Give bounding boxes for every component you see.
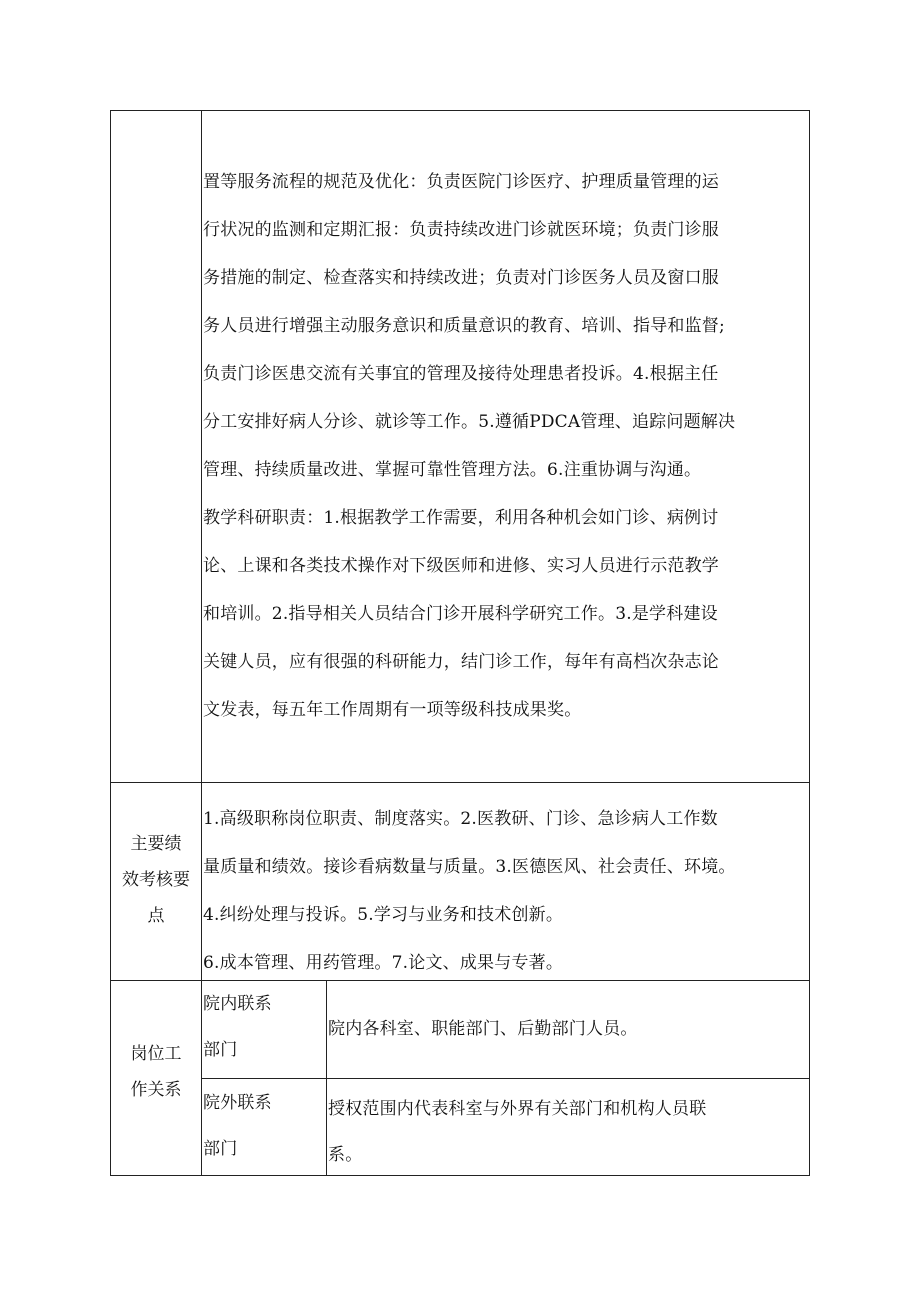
external-dept-value-line: 系。	[328, 1145, 363, 1165]
duties-line: 管理、持续质量改进、掌握可靠性管理方法。6.注重协调与沟通。	[203, 460, 702, 480]
kpi-label-line: 主要绩	[130, 834, 182, 854]
duties-line: 务人员进行增强主动服务意识和质量意识的教育、培训、指导和监督;	[203, 316, 725, 336]
kpi-content	[203, 795, 736, 987]
kpi-line: 6.成本管理、用药管理。7.论文、成果与专著。	[203, 953, 564, 973]
duties-line: 行状况的监测和定期汇报：负责持续改进门诊就医环境；负责门诊服	[203, 220, 719, 240]
relations-label-line: 作关系	[130, 1080, 182, 1100]
row-divider-1	[110, 782, 810, 783]
kpi-line: 量质量和绩效。接诊看病数量与质量。3.医德医风、社会责任、环境。	[203, 857, 736, 877]
external-dept-label	[203, 1080, 272, 1172]
duties-line: 务措施的制定、检查落实和持续改进；负责对门诊医务人员及窗口服	[203, 268, 719, 288]
kpi-label-line: 点	[147, 906, 165, 926]
external-dept-value	[328, 1086, 706, 1178]
kpi-line: 1.高级职称岗位职责、制度落实。2.医教研、门诊、急诊病人工作数	[203, 809, 718, 829]
duties-line: 置等服务流程的规范及优化：负责医院门诊医疗、护理质量管理的运	[203, 172, 719, 192]
duties-line: 和培训。2.指导相关人员结合门诊开展科学研究工作。3.是学科建设	[203, 604, 718, 624]
kpi-label-line: 效考核要	[122, 870, 190, 890]
internal-dept-label	[203, 981, 272, 1073]
relations-label	[111, 1036, 201, 1108]
kpi-line: 4.纠纷处理与投诉。5.学习与业务和技术创新。	[203, 905, 564, 925]
internal-dept-label-line: 院内联系	[203, 994, 272, 1014]
duties-line: 论、上课和各类技术操作对下级医师和进修、实习人员进行示范教学	[203, 556, 719, 576]
duties-line: 负责门诊医患交流有关事宜的管理及接待处理患者投诉。4.根据主任	[203, 364, 719, 384]
duties-line: 文发表，每五年工作周期有一项等级科技成果奖。	[203, 700, 582, 720]
external-dept-label-line: 院外联系	[203, 1093, 272, 1113]
relations-label-line: 岗位工	[130, 1044, 182, 1064]
duties-line: 关键人员，应有很强的科研能力，结门诊工作，每年有高档次杂志论	[203, 652, 719, 672]
internal-dept-label-line: 部门	[203, 1040, 238, 1060]
duties-line: 教学科研职责：1.根据教学工作需要，利用各种机会如门诊、病例讨	[203, 508, 719, 528]
row-divider-3	[201, 1078, 810, 1079]
kpi-label	[111, 826, 201, 934]
duties-line: 分工安排好病人分诊、就诊等工作。5.遵循PDCA管理、追踪问题解决	[203, 412, 736, 432]
duties-content	[203, 158, 735, 734]
col-divider-1	[201, 110, 202, 1176]
external-dept-label-line: 部门	[203, 1139, 238, 1159]
external-dept-value-line: 授权范围内代表科室与外界有关部门和机构人员联	[328, 1099, 707, 1119]
internal-dept-value: 院内各科室、职能部门、后勤部门人员。	[328, 1019, 638, 1039]
